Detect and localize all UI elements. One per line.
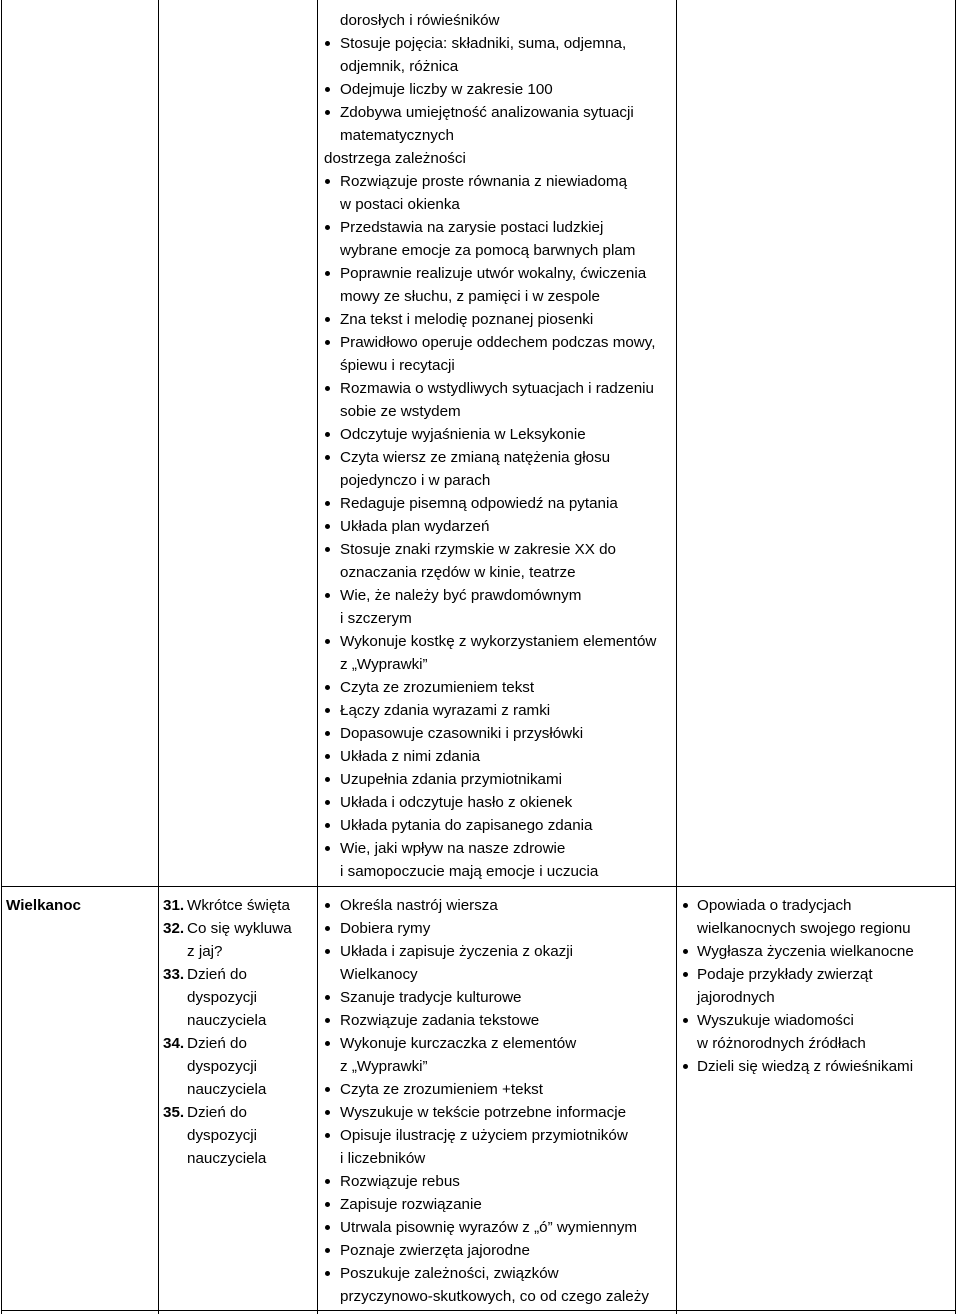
- list-item-line: Czyta wiersz ze zmianą natężenia głosu: [340, 449, 611, 466]
- topic-cell-wielkanoc: Wielkanoc: [6, 897, 81, 914]
- list-item-line: Wyszukuje wiadomości: [697, 1012, 854, 1029]
- lessons-list: [163, 894, 292, 1170]
- list-item-line: Dobiera rymy: [340, 920, 431, 937]
- list-item-line: oznaczania rzędów w kinie, teatrze: [340, 564, 576, 581]
- list-item-line: w różnorodnych źródłach: [697, 1035, 866, 1052]
- list-item-line: w postaci okienka: [340, 196, 460, 213]
- table-divider-topic-lessons: [158, 0, 159, 1314]
- bullet-point-icon: [325, 995, 330, 1000]
- lesson-item: [163, 1101, 292, 1170]
- table-row-divider: [1, 886, 956, 887]
- lesson-title-line: nauczyciela: [187, 1012, 267, 1029]
- list-item-line: odjemnik, różnica: [340, 58, 459, 75]
- lesson-number: 33.: [163, 966, 185, 983]
- list-item-line: wielkanocnych swojego regionu: [697, 920, 911, 937]
- lesson-title-line: z jaj?: [187, 943, 223, 960]
- lesson-title-line: Dzień do: [187, 1104, 247, 1121]
- list-item-line: Układa i zapisuje życzenia z okazji: [340, 943, 573, 960]
- bullet-point-icon: [325, 593, 330, 598]
- bullet-point-icon: [325, 731, 330, 736]
- list-item-line: Stosuje znaki rzymskie w zakresie XX do: [340, 541, 617, 558]
- bullet-point-icon: [325, 1110, 330, 1115]
- list-item-line: Układa i odczytuje hasło z okienek: [340, 794, 573, 811]
- lesson-item: [163, 1032, 292, 1101]
- lesson-number: 32.: [163, 920, 185, 937]
- list-item-line: z „Wyprawki”: [340, 656, 428, 673]
- list-item-line: jajorodnych: [697, 989, 775, 1006]
- list-item-line: Dzieli się wiedzą z rówieśnikami: [697, 1058, 914, 1075]
- list-item-line: Czyta ze zrozumieniem tekst: [340, 679, 535, 696]
- list-item-line: Poznaje zwierzęta jajorodne: [340, 1242, 530, 1259]
- list-item-line: Wie, że należy być prawdomównym: [340, 587, 582, 604]
- bullet-point-icon: [325, 432, 330, 437]
- list-item-line: wybrane emocje za pomocą barwnych plam: [340, 242, 636, 259]
- list-item-line: Poszukuje zależności, związków: [340, 1265, 559, 1282]
- list-item-line: Rozmawia o wstydliwych sytuacjach i radzeniu: [340, 380, 654, 397]
- lesson-title-line: Dzień do: [187, 966, 247, 983]
- skills-list-previous-topic: [323, 9, 673, 884]
- list-item-line: i szczerym: [340, 610, 412, 627]
- list-item-line: Odczytuje wyjaśnienia w Leksykonie: [340, 426, 586, 443]
- bullet-point-icon: [325, 524, 330, 529]
- bullet-point-icon: [325, 179, 330, 184]
- list-item-line: dorosłych i rówieśników: [340, 12, 500, 29]
- bullet-point-icon: [683, 949, 688, 954]
- list-item-line: Wielkanocy: [340, 966, 418, 983]
- list-item-line: śpiewu i recytacji: [340, 357, 455, 374]
- bullet-point-icon: [683, 972, 688, 977]
- bullet-point-icon: [325, 1225, 330, 1230]
- list-item-line: Wykonuje kostkę z wykorzystaniem elementów: [340, 633, 657, 650]
- list-item-line: Układa z nimi zdania: [340, 748, 481, 765]
- bullet-point-icon: [325, 754, 330, 759]
- list-item-line: Układa pytania do zapisanego zdania: [340, 817, 593, 834]
- list-item-line: Odejmuje liczby w zakresie 100: [340, 81, 553, 98]
- lesson-item: [163, 917, 292, 963]
- table-divider-lessons-skills: [317, 0, 318, 1314]
- lesson-title-line: nauczyciela: [187, 1150, 267, 1167]
- bullet-point-icon: [683, 1018, 688, 1023]
- lesson-title-line: Co się wykluwa: [187, 920, 292, 937]
- table-border-bottom: [1, 1310, 956, 1311]
- bullet-point-icon: [325, 225, 330, 230]
- bullet-point-icon: [325, 110, 330, 115]
- lesson-title-line: nauczyciela: [187, 1081, 267, 1098]
- bullet-point-icon: [683, 1064, 688, 1069]
- list-item-line: Układa plan wydarzeń: [340, 518, 490, 535]
- list-item-line: i samopoczucie mają emocje i uczucia: [340, 863, 599, 880]
- list-item-line: przyczynowo-skutkowych, co od czego zależy: [340, 1288, 649, 1305]
- list-item-line: dostrzega zależności: [324, 150, 466, 167]
- bullet-point-icon: [325, 1041, 330, 1046]
- bullet-point-icon: [683, 903, 688, 908]
- table-border-left: [1, 0, 2, 1314]
- list-item-line: pojedynczo i w parach: [340, 472, 491, 489]
- list-item-line: Wie, jaki wpływ na nasze zdrowie: [340, 840, 566, 857]
- bullet-point-icon: [325, 1018, 330, 1023]
- list-item-line: Zapisuje rozwiązanie: [340, 1196, 482, 1213]
- bullet-point-icon: [325, 800, 330, 805]
- bullet-point-icon: [325, 777, 330, 782]
- bullet-point-icon: [325, 708, 330, 713]
- lesson-title-line: Dzień do: [187, 1035, 247, 1052]
- lesson-title-line: dyspozycji: [187, 1058, 258, 1075]
- bullet-point-icon: [325, 547, 330, 552]
- bullet-point-icon: [325, 386, 330, 391]
- list-item-line: Poprawnie realizuje utwór wokalny, ćwiczenia: [340, 265, 647, 282]
- list-item-line: mowy ze słuchu, z pamięci i w zespole: [340, 288, 600, 305]
- list-item-line: Przedstawia na zarysie postaci ludzkiej: [340, 219, 604, 236]
- list-item-line: Wykonuje kurczaczka z elementów: [340, 1035, 577, 1052]
- bullet-point-icon: [325, 1179, 330, 1184]
- list-item-line: Podaje przykłady zwierząt: [697, 966, 873, 983]
- extended-skills-list-wielkanoc: [680, 894, 952, 1094]
- list-item-line: Wyszukuje w tekście potrzebne informacje: [340, 1104, 627, 1121]
- list-item-line: Rozwiązuje rebus: [340, 1173, 460, 1190]
- list-item-line: Opowiada o tradycjach: [697, 897, 852, 914]
- list-item-line: Zdobywa umiejętność analizowania sytuacji: [340, 104, 634, 121]
- lesson-title-line: dyspozycji: [187, 989, 258, 1006]
- list-item-line: Redaguje pisemną odpowiedź na pytania: [340, 495, 618, 512]
- list-item-line: Stosuje pojęcia: składniki, suma, odjemna,: [340, 35, 627, 52]
- list-item-line: Określa nastrój wiersza: [340, 897, 498, 914]
- bullet-point-icon: [325, 639, 330, 644]
- lesson-title-line: dyspozycji: [187, 1127, 258, 1144]
- table-divider-skills-extended: [676, 0, 677, 1314]
- bullet-point-icon: [325, 1271, 330, 1276]
- list-item-line: Czyta ze zrozumieniem +tekst: [340, 1081, 543, 1098]
- lesson-number: 35.: [163, 1104, 185, 1121]
- lesson-title-line: Wkrótce święta: [187, 897, 290, 914]
- list-item-line: z „Wyprawki”: [340, 1058, 428, 1075]
- list-item-line: sobie ze wstydem: [340, 403, 461, 420]
- bullet-point-icon: [325, 926, 330, 931]
- bullet-point-icon: [325, 340, 330, 345]
- bullet-point-icon: [325, 903, 330, 908]
- bullet-point-icon: [325, 455, 330, 460]
- list-item-line: Opisuje ilustrację z użyciem przymiotników: [340, 1127, 628, 1144]
- list-item-line: Utrwala pisownię wyrazów z „ó” wymiennym: [340, 1219, 638, 1236]
- bullet-point-icon: [325, 823, 330, 828]
- bullet-point-icon: [325, 1248, 330, 1253]
- list-item-line: Dopasowuje czasowniki i przysłówki: [340, 725, 584, 742]
- lesson-number: 31.: [163, 897, 185, 914]
- skills-list-wielkanoc: [323, 894, 673, 1306]
- bullet-point-icon: [325, 271, 330, 276]
- bullet-point-icon: [325, 949, 330, 954]
- list-item-line: Wygłasza życzenia wielkanocne: [697, 943, 914, 960]
- bullet-point-icon: [325, 685, 330, 690]
- lesson-item: [163, 894, 292, 917]
- list-item-line: Szanuje tradycje kulturowe: [340, 989, 522, 1006]
- list-item-line: Rozwiązuje zadania tekstowe: [340, 1012, 540, 1029]
- bullet-point-icon: [325, 1087, 330, 1092]
- list-item-line: i liczebników: [340, 1150, 426, 1167]
- list-item-line: matematycznych: [340, 127, 454, 144]
- table-border-right: [955, 0, 956, 1314]
- list-item-line: Prawidłowo operuje oddechem podczas mowy,: [340, 334, 656, 351]
- bullet-point-icon: [325, 1133, 330, 1138]
- bullet-point-icon: [325, 87, 330, 92]
- lesson-item: [163, 963, 292, 1032]
- lesson-number: 34.: [163, 1035, 185, 1052]
- list-item-line: Łączy zdania wyrazami z ramki: [340, 702, 551, 719]
- bullet-point-icon: [325, 501, 330, 506]
- bullet-point-icon: [325, 41, 330, 46]
- bullet-point-icon: [325, 1202, 330, 1207]
- list-item-line: Uzupełnia zdania przymiotnikami: [340, 771, 563, 788]
- list-item-line: Zna tekst i melodię poznanej piosenki: [340, 311, 594, 328]
- bullet-point-icon: [325, 317, 330, 322]
- bullet-point-icon: [325, 846, 330, 851]
- list-item-line: Rozwiązuje proste równania z niewiadomą: [340, 173, 628, 190]
